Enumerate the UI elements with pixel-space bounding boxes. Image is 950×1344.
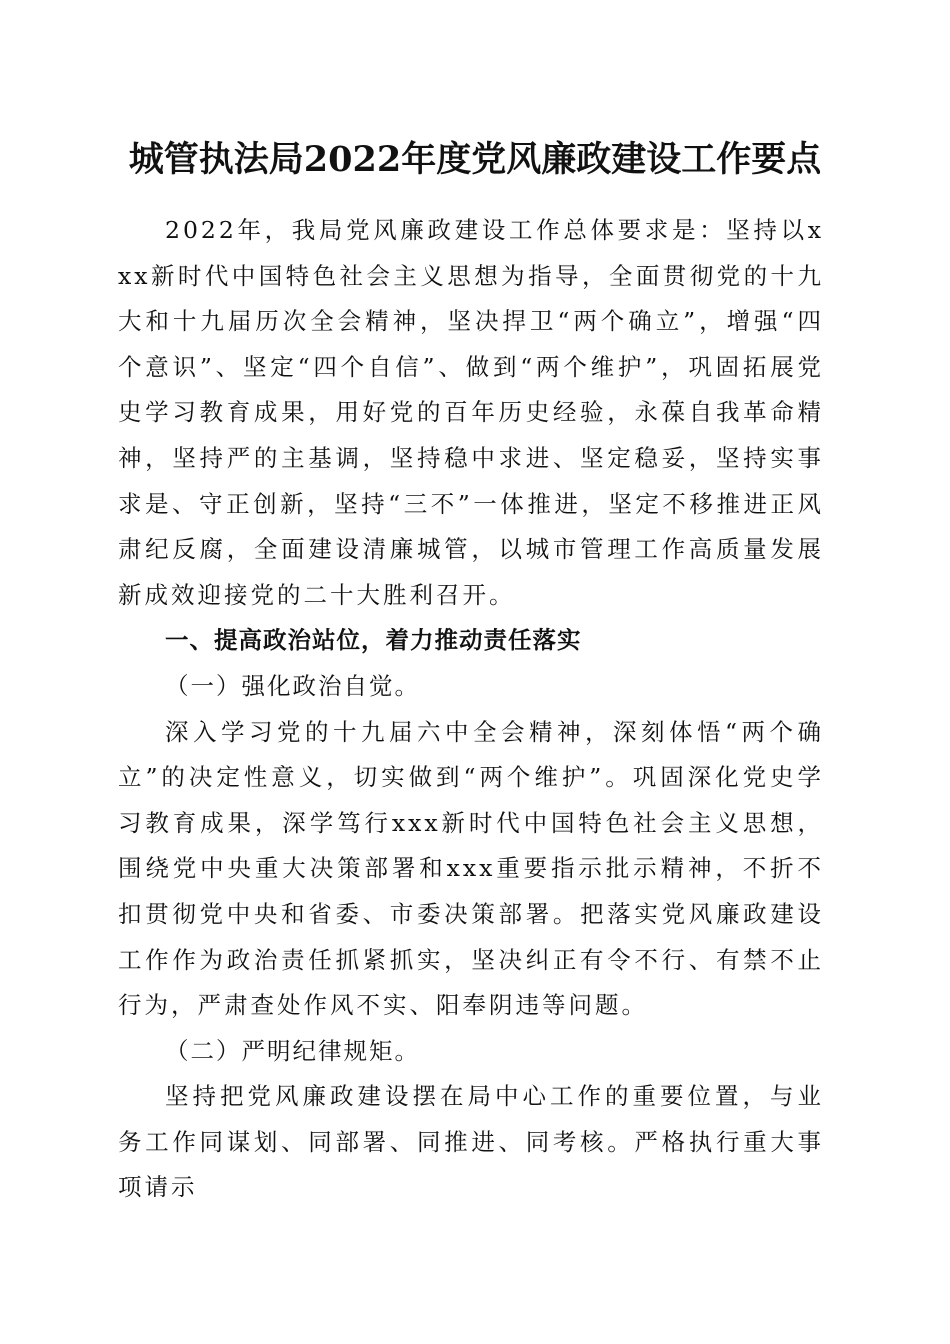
body-paragraph-2: 坚持把党风廉政建设摆在局中心工作的重要位置，与业务工作同谋划、同部署、同推进、同考核。严格执行重大事项请示 xyxy=(118,1082,824,1202)
document-title: 城管执法局2022年度党风廉政建设工作要点 xyxy=(128,139,822,180)
subsection-heading-2: （二）严明纪律规矩。 xyxy=(165,1036,420,1065)
subsection-heading-1: （一）强化政治自觉。 xyxy=(165,671,420,700)
intro-paragraph: 2022年，我局党风廉政建设工作总体要求是：坚持以xxx新时代中国特色社会主义思想为指导，全面贯彻党的十九大和十九届历次全会精神，坚决捍卫“两个确立”，增强“四个意识”、坚定“四个自信”、做到“两个维护”，巩固拓展党史学习教育成果，用好党的百年历史经验，永葆自我革命精神，坚持严的主基调，坚持稳中求进、坚定稳妥，坚持实事求是、守正创新，坚持“三不”一体推进，坚定不移推进正风肃纪反腐，全面建设清廉城管，以城市管理工作高质量发展新成效迎接党的二十大胜利召开。 xyxy=(118,216,824,609)
section-heading-1: 一、提高政治站位，着力推动责任落实 xyxy=(165,626,582,655)
body-paragraph-1: 深入学习党的十九届六中全会精神，深刻体悟“两个确立”的决定性意义，切实做到“两个维护”。巩固深化党史学习教育成果，深学笃行xxx新时代中国特色社会主义思想，围绕党中央重大决策部署和xxx重要指示批示精神，不折不扣贯彻党中央和省委、市委决策部署。把落实党风廉政建设工作作为政治责任抓紧抓实，坚决纠正有令不行、有禁不止行为，严肃查处作风不实、阳奉阴违等问题。 xyxy=(118,717,824,1020)
document-body xyxy=(118,208,824,1211)
